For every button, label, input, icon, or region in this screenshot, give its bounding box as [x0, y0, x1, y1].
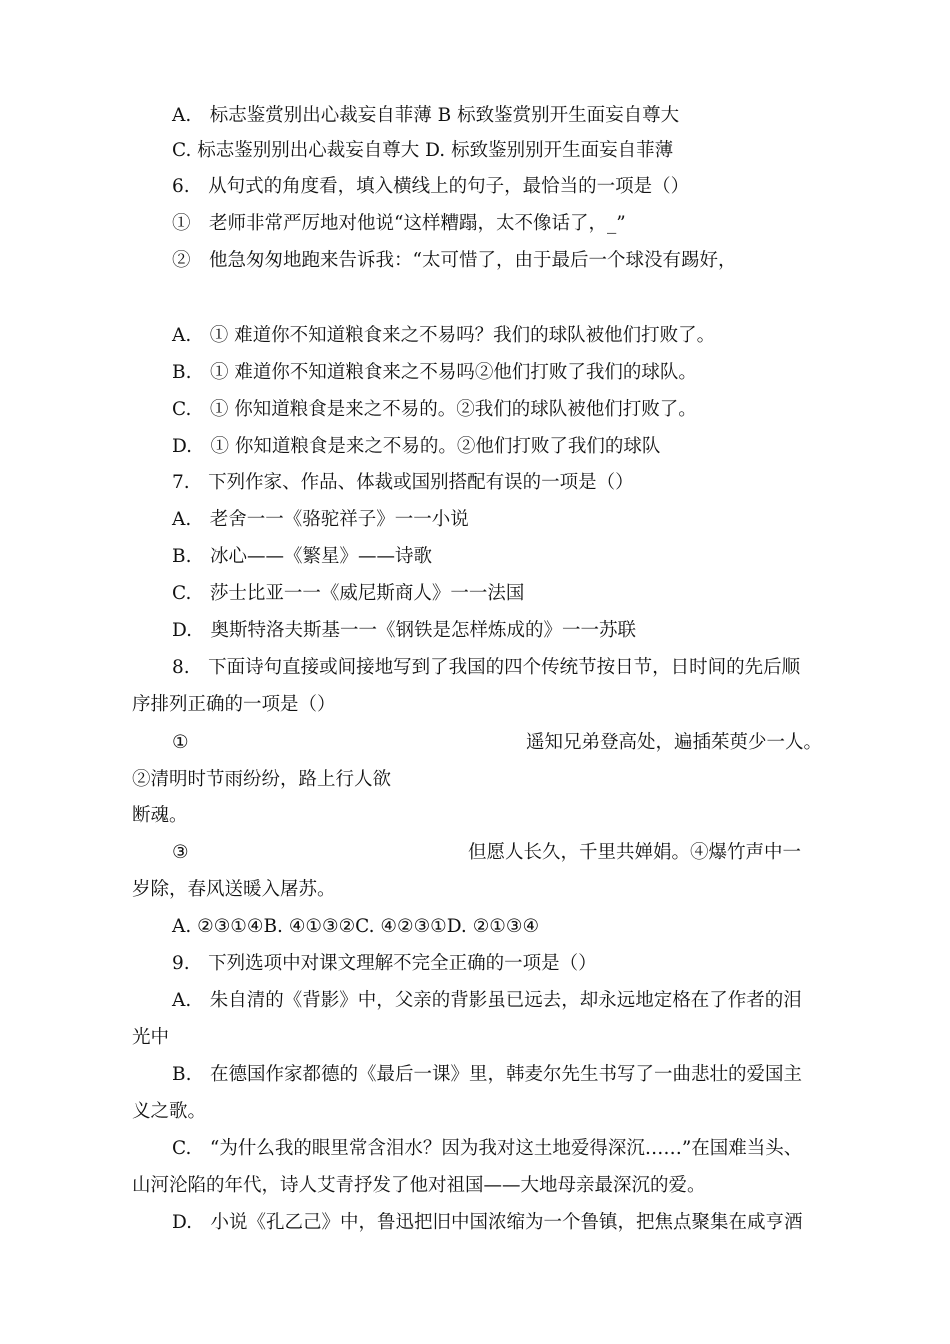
option-c: C. “为什么我的眼里常含泪水？因为我对这土地爱得深沉……”在国难当头、 [172, 1138, 803, 1159]
text-line: 义之歌。 [132, 1101, 207, 1122]
text-line: 光中 [132, 1027, 170, 1048]
question-9: 9. 下列选项中对课文理解不完全正确的一项是（） [172, 953, 597, 974]
text-line: ②清明时节雨纷纷，路上行人欲 [132, 769, 392, 790]
option-d: D. 奥斯特洛夫斯基一一《钢铁是怎样炼成的》一一苏联 [172, 620, 637, 641]
text-line: ① 老师非常严厉地对他说“这样糟蹋，太不像话了，_” [172, 213, 626, 234]
text-line: A. 标志鉴赏别出心裁妄自菲薄 B 标致鉴赏别开生面妄自尊大 [172, 105, 680, 126]
text-line: 遥知兄弟登高处，遍插茱萸少一人。 [526, 732, 823, 753]
text-line: 但愿人长久，千里共婵娟。④爆竹声中一 [468, 842, 802, 863]
option-c: C. ① 你知道粮食是来之不易的。②我们的球队被他们打败了。 [172, 399, 697, 420]
text-line: 岁除，春风送暖入屠苏。 [132, 879, 336, 900]
option-a: A. 朱自清的《背影》中，父亲的背影虽已远去，却永远地定格在了作者的泪 [172, 990, 802, 1011]
question-6: 6. 从句式的角度看，填入横线上的句子，最恰当的一项是（） [172, 176, 690, 197]
text-line: 断魂。 [132, 805, 188, 826]
option-d: D. ① 你知道粮食是来之不易的。②他们打败了我们的球队 [172, 436, 661, 457]
option-b: B. ① 难道你不知道粮食来之不易吗②他们打败了我们的球队。 [172, 362, 697, 383]
option-c: C. 莎士比亚一一《威尼斯商人》一一法国 [172, 583, 525, 604]
question-7: 7. 下列作家、作品、体裁或国别搭配有误的一项是（） [172, 472, 634, 493]
option-a: A. 老舍一一《骆驼祥子》一一小说 [172, 509, 469, 530]
text-line: 序排列正确的一项是（） [132, 694, 336, 715]
text-line: ③ [172, 842, 189, 863]
text-line: C. 标志鉴别别出心裁妄自尊大 D. 标致鉴别别开生面妄自菲薄 [172, 140, 674, 161]
text-line: ① [172, 732, 189, 753]
option-d: D. 小说《孔乙己》中，鲁迅把旧中国浓缩为一个鲁镇，把焦点聚集在咸亨酒 [172, 1212, 803, 1233]
text-line: ② 他急匆匆地跑来告诉我：“太可惜了，由于最后一个球没有踢好， [172, 250, 737, 271]
option-b: B. 在德国作家都德的《最后一课》里，韩麦尔先生书写了一曲悲壮的爱国主 [172, 1064, 802, 1085]
text-line: 山河沦陷的年代，诗人艾青抒发了他对祖国——大地母亲最深沉的爱。 [132, 1175, 706, 1196]
answer-options: A. ②③①④B. ④①③②C. ④②③①D. ②①③④ [172, 916, 540, 937]
option-a: A. ① 难道你不知道粮食来之不易吗？我们的球队被他们打败了。 [172, 325, 716, 346]
option-b: B. 冰心——《繁星》——诗歌 [172, 546, 432, 567]
question-8: 8. 下面诗句直接或间接地写到了我国的四个传统节按日节，日时间的先后顺 [172, 657, 801, 678]
